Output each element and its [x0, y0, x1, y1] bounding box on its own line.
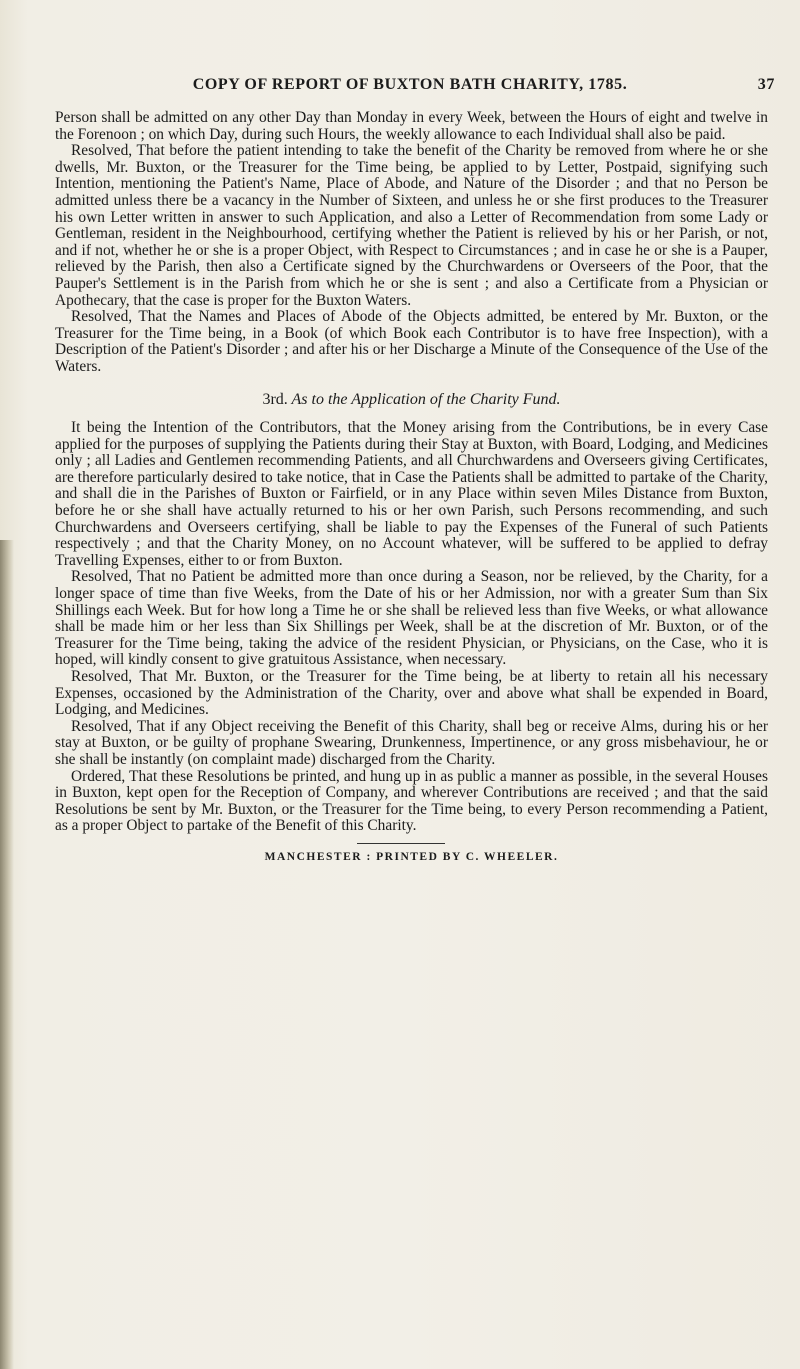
book-spine-shadow [0, 540, 14, 1369]
body-text [55, 110, 768, 835]
paragraph: Person shall be admitted on any other Day than Monday in every Week, between the Hours of eight and twelve in the Forenoon ; on which Day, during such Hours, the weekly allowance to each Individual shall also be paid. [55, 109, 768, 143]
section-heading [55, 392, 768, 409]
running-header [130, 76, 775, 94]
section-number: 3rd. [262, 390, 288, 408]
page-number: 37 [757, 76, 775, 93]
paragraph: Resolved, That if any Object receiving the Benefit of this Charity, shall beg or receive Alms, during his or her stay at Buxton, or be guilty of prophane Swearing, Drunkenness, Impertinence, or any gross misbehaviour, he or she shall be instantly (on complaint made) discharged from the Charity. [55, 717, 768, 768]
paragraph: Ordered, That these Resolutions be printed, and hung up in as public a manner as possible, in the several Houses in Buxton, kept open for the Reception of Company, and wherever Contributions are received ; and that the said Resolutions be sent by Mr. Buxton, or the Treasurer for the Time being, to every Person recommending a Patient, as a proper Object to partake of the Benefit of this Charity. [55, 767, 768, 835]
paragraph: Resolved, That no Patient be admitted more than once during a Season, nor be relieved, by the Charity, for a longer space of time than five Weeks, from the Date of his or her Admission, nor with a greater Sum than Six Shillings each Week. But for how long a Time he or she shall be relieved less than five Weeks, or what allowance shall be made him or her less than Six Shillings per Week, shall be at the discretion of Mr. Buxton, or of the Treasurer for the Time being, taking the advice of the resident Physician, or Physicians, on the Case, who it is hoped, will kindly consent to give gratuitous Assistance, when necessary. [55, 568, 768, 669]
paragraph: Resolved, That the Names and Places of Abode of the Objects admitted, be entered by Mr. Buxton, or the Treasurer for the Time being, in a Book (of which Book each Contributor is to have free Inspection), with a Description of the Patient's Disorder ; and after his or her Discharge a Minute of the Consequence of the Use of the Waters. [55, 308, 768, 375]
section-title: As to the Application of the Charity Fund. [291, 390, 561, 408]
paragraph: It being the Intention of the Contributors, that the Money arising from the Contributions, be in every Case applied for the purposes of supplying the Patients during their Stay at Buxton, with Board, Lodging, and Medicines only ; all Ladies and Gentlemen recommending Patients, and all Churchwardens and Overseers giving Certificates, are therefore particularly desired to take notice, that in Case the Patients shall be admitted to partake of the Charity, and shall die in the Parishes of Buxton or Fairfield, or in any Place within seven Miles Distance from Buxton, before he or she shall have actually returned to his or her own Parish, such Persons recommending, and such Churchwardens and Overseers certifying, shall be liable to pay the Expenses of the Funeral of such Patients respectively ; and that the Charity Money, on no Account whatever, will be suffered to be applied to defray Travelling Expenses, either to or from Buxton. [55, 419, 768, 569]
paragraph: Resolved, That Mr. Buxton, or the Treasurer for the Time being, be at liberty to retain all his necessary Expenses, occasioned by the Administration of the Charity, over and above what shall be expended in Board, Lodging, and Medicines. [55, 668, 768, 719]
printer-imprint: MANCHESTER : PRINTED BY C. WHEELER. [264, 851, 559, 863]
paragraph: Resolved, That before the patient intending to take the benefit of the Charity be removed from where he or she dwells, Mr. Buxton, or the Treasurer for the Time being, be applied to by Letter, Postpaid, signifying such Intention, mentioning the Patient's Name, Place of Abode, and Nature of the Disorder ; and that no Person be admitted unless there be a vacancy in the Number of Sixteen, and unless he or she first produces to the Treasurer his own Letter written in answer to such Application, and also a Letter of Recommendation from some Lady or Gentleman, resident in the Neighbourhood, certifying whether the Patient is relieved by his or her Parish, or not, and if not, whether he or she is a proper Object, with Respect to Circumstances ; and in case he or she is a Pauper, relieved by the Parish, then also a Certificate signed by the Churchwardens or Overseers of the Poor, that the Pauper's Settlement is in the Parish from which he or she is sent ; and also a Certificate from a Physician or Apothecary, that the case is proper for the Buxton Waters. [55, 142, 768, 309]
running-title: COPY OF REPORT OF BUXTON BATH CHARITY, 1785. [192, 76, 628, 93]
divider-rule [357, 843, 445, 844]
